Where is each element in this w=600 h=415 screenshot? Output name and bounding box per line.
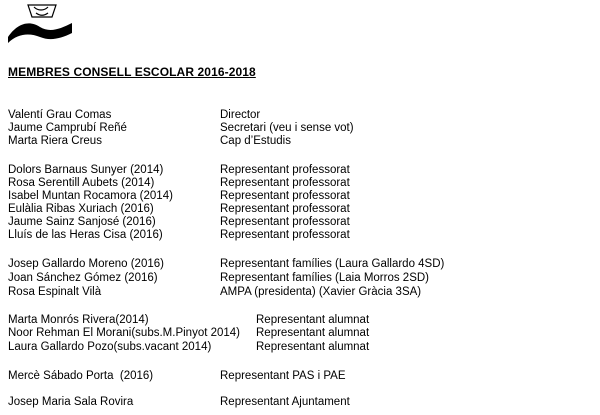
member-name: Rosa Serentill Aubets (2014) — [8, 177, 155, 189]
member-name: Marta Riera Creus — [8, 135, 102, 147]
member-name: Rosa Espinalt Vilà — [8, 286, 102, 298]
member-name: Joan Sánchez Gómez (2016) — [8, 272, 158, 284]
member-role: Representant alumnat — [256, 327, 370, 339]
member-role: Director — [220, 109, 261, 121]
member-role: Representant professorat — [220, 216, 350, 228]
member-role: Representant PAS i PAE — [220, 370, 346, 382]
member-role: Representant professorat — [220, 177, 350, 189]
member-name: Eulàlia Ribas Xuriach (2016) — [8, 203, 154, 215]
member-role: Representant alumnat — [256, 314, 370, 326]
member-name: Jaume Camprubí Reñé — [8, 122, 127, 134]
member-role: Representant Ajuntament — [220, 396, 350, 408]
member-role: Secretari (veu i sense vot) — [220, 122, 354, 134]
member-name: Josep Maria Sala Rovira — [8, 396, 134, 408]
member-role: Representant professorat — [220, 164, 350, 176]
member-role: Representant famílies (Laura Gallardo 4SD) — [220, 258, 445, 270]
member-name: Mercè Sábado Porta (2016) — [8, 370, 154, 382]
member-name: Lluís de las Heras Cisa (2016) — [8, 229, 163, 241]
member-role: Representant professorat — [220, 203, 350, 215]
member-name: Josep Gallardo Moreno (2016) — [8, 258, 164, 270]
member-role: Cap d’Estudis — [220, 135, 291, 147]
member-role: Representant alumnat — [256, 341, 370, 353]
document-title: MEMBRES CONSELL ESCOLAR 2016-2018 — [8, 65, 256, 79]
member-name: Jaume Sainz Sanjosé (2016) — [8, 216, 156, 228]
member-name: Noor Rehman El Morani(subs.M.Pinyot 2014) — [8, 327, 241, 339]
school-logo-icon — [8, 3, 72, 47]
member-name: Valentí Grau Comas — [8, 109, 112, 121]
member-role: Representant professorat — [220, 190, 350, 202]
member-name: Isabel Muntan Rocamora (2014) — [8, 190, 173, 202]
member-role: AMPA (presidenta) (Xavier Gràcia 3SA) — [220, 286, 422, 298]
member-role: Representant famílies (Laia Morros 2SD) — [220, 272, 429, 284]
member-name: Marta Monrós Rivera(2014) — [8, 314, 149, 326]
member-role: Representant professorat — [220, 229, 350, 241]
member-name: Dolors Barnaus Sunyer (2014) — [8, 164, 164, 176]
member-name: Laura Gallardo Pozo(subs.vacant 2014) — [8, 341, 212, 353]
